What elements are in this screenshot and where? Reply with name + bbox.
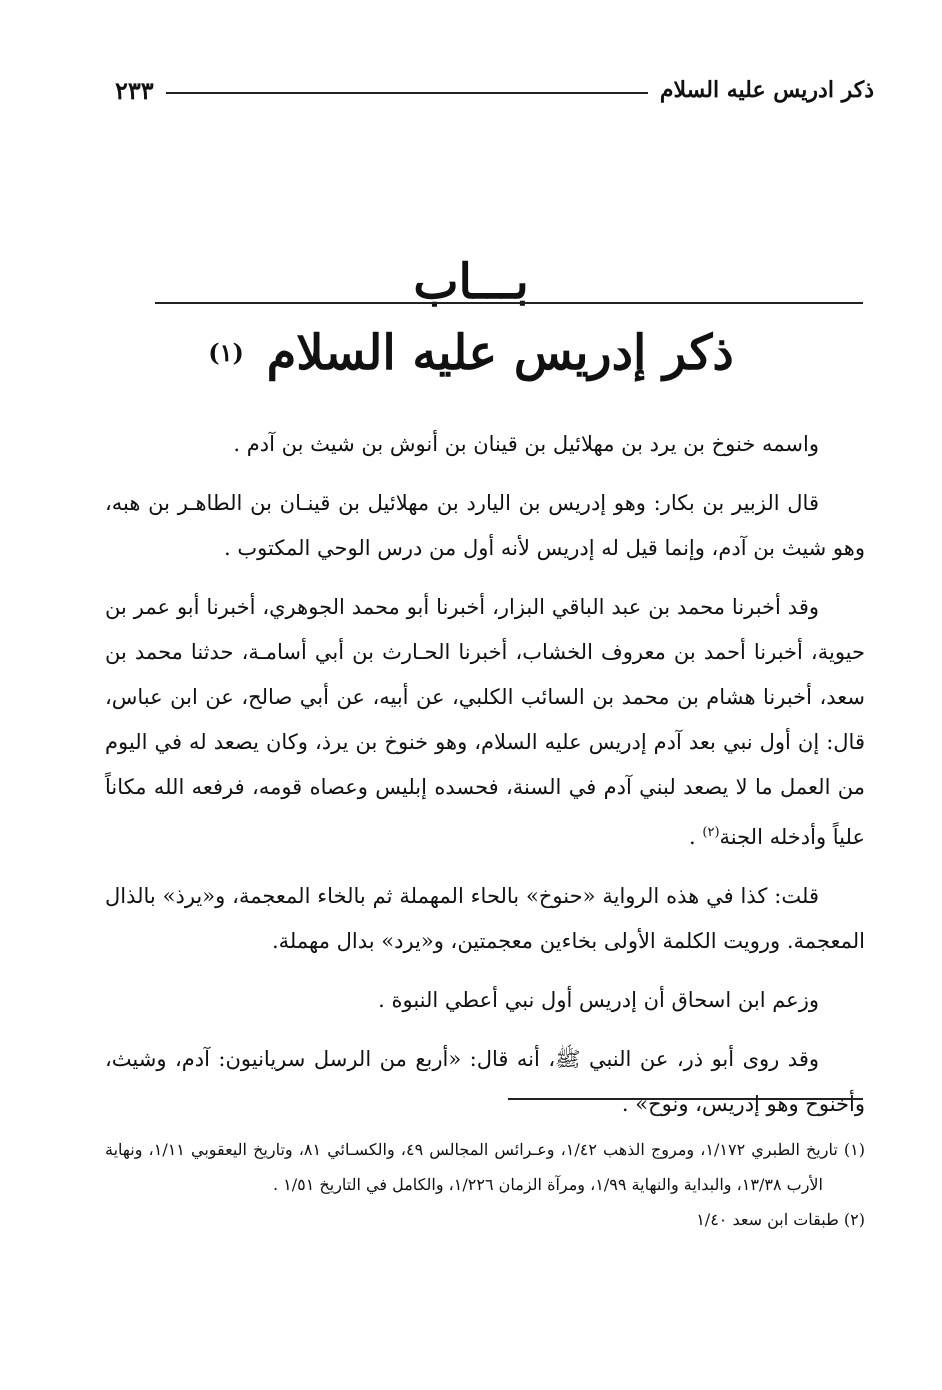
paragraph-2: قال الزبير بن بكار: وهو إدريس بن اليارد بن مهلائيل بن قينـان بن الطاهـر بن هبه، وهو شيث بن آدم، وإنما قيل له إدريس لأنه أول من درس الوحي المكتوب . xyxy=(105,491,865,560)
paragraph-3-footnote-ref: (٢) xyxy=(702,825,720,840)
paragraph-5: وزعم ابن اسحاق أن إدريس أول نبي أعطي النبوة . xyxy=(378,988,819,1012)
footnote-2: (٢) طبقات ابن سعد ١/٤٠ xyxy=(696,1210,865,1229)
paragraph-3-text: وقد أخبرنا محمد بن عبد الباقي البزار، أخبرنا أبو محمد الجوهري، أخبرنا أبو عمر بن حيوية، أخبرنا أحمد بن معروف الخشاب، أخبرنا الحـارث بن أبي أسامـة، حدثنا محمد بن سعد، أخبرنا هشام بن محمد بن السائب الكلبي، عن أبيه، عن أبي صالح، عن ابن عباس، قال: إن أول نبي بعد آدم إدريس عليه السلام، وهو خنوخ بن يرذ، وكان يصعد له في اليوم من العمل ما لا يصعد لبني آدم في السنة، فحسده إبليس وعصاه قومه، فرفعه الله مكاناً علياً وأدخله الجنة xyxy=(105,595,865,849)
footnotes xyxy=(105,1132,865,1237)
chapter-label: بـــاب xyxy=(413,254,529,310)
page-number: ٢٣٣ xyxy=(115,75,154,105)
chapter-title xyxy=(0,318,942,388)
paragraph-3 xyxy=(105,585,865,860)
chapter-rule xyxy=(155,302,863,304)
running-header xyxy=(115,70,874,110)
footnote-rule xyxy=(508,1098,863,1100)
paragraph-1: واسمه خنوخ بن يرد بن مهلائيل بن قينان بن أنوش بن شيث بن آدم . xyxy=(233,432,819,456)
paragraph-4: قلت: كذا في هذه الرواية «حنوخ» بالحاء المهملة ثم بالخاء المعجمة، و«يرذ» بالذال المعجمة. ورويت الكلمة الأولى بخاءين معجمتين، و«يرد» بدال مهملة. xyxy=(105,884,865,953)
paragraph-3-end: . xyxy=(689,825,703,849)
paragraph-6: وقد روى أبو ذر، عن النبي ﷺ، أنه قال: «أربع من الرسل سريانيون: آدم، وشيث، وأخنوخ وهو إدريس، ونوح» . xyxy=(105,1047,865,1116)
footnote-1: (١) تاريخ الطبري ١/١٧٢، ومروج الذهب ١/٤٢، وعـرائس المجالس ٤٩، والكسـائي ٨١، وتاريخ اليعقوبي ١/١١، ونهاية الأرب ١٣/٣٨، والبداية والنهاية ١/٩٩، ومرآة الزمان ١/٢٢٦، والكامل في التاريخ ١/٥١ . xyxy=(105,1140,865,1194)
body-text xyxy=(105,422,865,1141)
running-title: ذكر ادريس عليه السلام xyxy=(659,77,874,103)
header-rule xyxy=(166,92,648,94)
chapter-footnote-ref: (١) xyxy=(208,338,244,367)
chapter-title-text: ذكر إدريس عليه السلام xyxy=(266,325,734,381)
